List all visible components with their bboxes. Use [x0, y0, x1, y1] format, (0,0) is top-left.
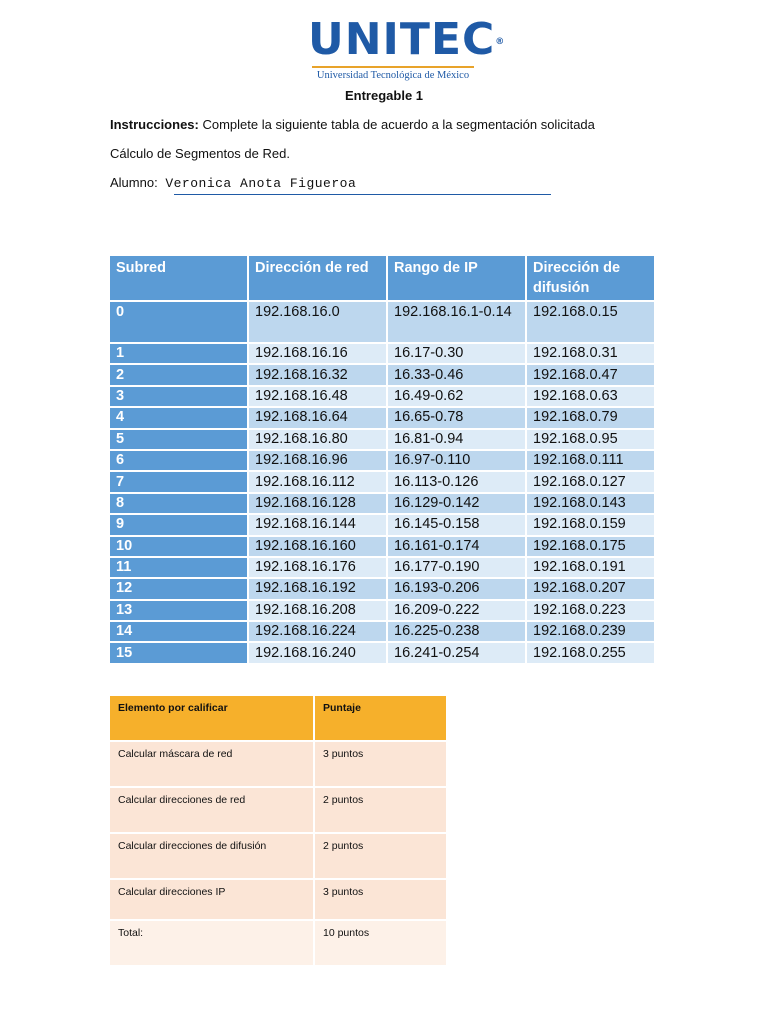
student-line [110, 175, 356, 191]
subnet-index: 5 [110, 430, 247, 449]
table-cell: 192.168.0.111 [527, 451, 654, 470]
table-cell: 192.168.16.176 [249, 558, 386, 577]
subnet-index: 6 [110, 451, 247, 470]
table-cell: 192.168.0.47 [527, 365, 654, 384]
subnet-index: 7 [110, 472, 247, 491]
subnet-index: 4 [110, 408, 247, 427]
table-row [110, 643, 654, 662]
table-cell: 192.168.0.255 [527, 643, 654, 662]
table-cell: 192.168.16.112 [249, 472, 386, 491]
table-cell: 192.168.16.80 [249, 430, 386, 449]
subnet-index: 11 [110, 558, 247, 577]
grading-table [110, 696, 448, 967]
table-row [110, 430, 654, 449]
table-cell: 192.168.0.127 [527, 472, 654, 491]
segment-table [108, 254, 656, 665]
table-cell: Calcular direcciones de red [110, 787, 314, 833]
table-cell: 192.168.16.192 [249, 579, 386, 598]
subnet-index: 12 [110, 579, 247, 598]
table-cell: 192.168.0.191 [527, 558, 654, 577]
table-cell: 16.225-0.238 [388, 622, 525, 641]
student-label: Alumno: [110, 175, 158, 190]
subnet-index: 9 [110, 515, 247, 534]
logo-subtitle: Universidad Tecnológica de México [316, 70, 470, 81]
table-row [110, 344, 654, 363]
segment-table-body [110, 302, 654, 663]
registered-mark: ® [495, 37, 506, 47]
table-cell: 192.168.0.159 [527, 515, 654, 534]
table-cell: Calcular direcciones de difusión [110, 833, 314, 879]
table-row [110, 408, 654, 427]
instructions-text: Complete la siguiente tabla de acuerdo a la segmentación solicitada [202, 117, 595, 132]
table-cell: 16.113-0.126 [388, 472, 525, 491]
table-cell: 16.97-0.110 [388, 451, 525, 470]
table-cell: 192.168.0.31 [527, 344, 654, 363]
table-cell: 192.168.0.223 [527, 601, 654, 620]
table-row [110, 579, 654, 598]
table-row [110, 365, 654, 384]
table-cell: 192.168.16.128 [249, 494, 386, 513]
table-row [110, 787, 447, 833]
section-subtitle: Cálculo de Segmentos de Red. [110, 146, 290, 161]
header-cell: Dirección de difusión [527, 256, 654, 300]
table-row [110, 833, 447, 879]
table-row [110, 879, 447, 920]
table-cell: 192.168.16.160 [249, 537, 386, 556]
table-cell: 16.65-0.78 [388, 408, 525, 427]
table-cell: 10 puntos [314, 920, 447, 966]
student-name: Veronica Anota Figueroa [165, 176, 357, 191]
table-cell: 16.33-0.46 [388, 365, 525, 384]
table-cell: 16.241-0.254 [388, 643, 525, 662]
table-cell: 16.145-0.158 [388, 515, 525, 534]
subnet-index: 13 [110, 601, 247, 620]
table-cell: 16.161-0.174 [388, 537, 525, 556]
table-cell: 192.168.16.16 [249, 344, 386, 363]
table-cell: Total: [110, 920, 314, 966]
header-cell: Elemento por calificar [110, 696, 314, 741]
table-cell: 192.168.16.208 [249, 601, 386, 620]
table-cell: 16.209-0.222 [388, 601, 525, 620]
table-cell: 3 puntos [314, 741, 447, 787]
subnet-index: 0 [110, 302, 247, 342]
table-cell: 3 puntos [314, 879, 447, 920]
table-cell: 192.168.0.175 [527, 537, 654, 556]
table-cell: 192.168.16.240 [249, 643, 386, 662]
header-cell: Puntaje [314, 696, 447, 741]
table-cell: 16.193-0.206 [388, 579, 525, 598]
table-cell: 192.168.16.48 [249, 387, 386, 406]
table-row [110, 920, 447, 966]
table-row [110, 537, 654, 556]
subnet-index: 14 [110, 622, 247, 641]
table-cell: 192.168.16.96 [249, 451, 386, 470]
table-cell: 16.17-0.30 [388, 344, 525, 363]
logo-name: UNITEC [308, 14, 496, 65]
logo-rule [312, 66, 474, 68]
table-cell: 2 puntos [314, 833, 447, 879]
table-cell: 192.168.16.32 [249, 365, 386, 384]
grading-table-body [110, 741, 447, 966]
document-title: Entregable 1 [344, 88, 424, 103]
instructions-line [110, 117, 595, 132]
table-row [110, 387, 654, 406]
subnet-index: 10 [110, 537, 247, 556]
table-cell: 16.49-0.62 [388, 387, 525, 406]
table-row [110, 494, 654, 513]
subnet-index: 2 [110, 365, 247, 384]
table-cell: 192.168.0.239 [527, 622, 654, 641]
table-cell: Calcular direcciones IP [110, 879, 314, 920]
subnet-index: 15 [110, 643, 247, 662]
table-cell: 2 puntos [314, 787, 447, 833]
table-cell: 192.168.16.64 [249, 408, 386, 427]
table-row [110, 451, 654, 470]
table-cell: 16.81-0.94 [388, 430, 525, 449]
subnet-index: 8 [110, 494, 247, 513]
table-cell: 192.168.0.79 [527, 408, 654, 427]
segment-table-header [110, 256, 654, 300]
table-row [110, 302, 654, 342]
table-cell: 192.168.0.207 [527, 579, 654, 598]
table-cell: 16.129-0.142 [388, 494, 525, 513]
table-row [110, 601, 654, 620]
header-cell: Rango de IP [388, 256, 525, 300]
unitec-logo [308, 14, 506, 82]
table-cell: 192.168.0.63 [527, 387, 654, 406]
table-row [110, 472, 654, 491]
table-cell: 192.168.0.15 [527, 302, 654, 342]
table-row [110, 622, 654, 641]
table-cell: 192.168.16.224 [249, 622, 386, 641]
header-cell: Dirección de red [249, 256, 386, 300]
table-cell: 192.168.0.143 [527, 494, 654, 513]
instructions-label: Instrucciones: [110, 117, 199, 132]
table-cell: 192.168.16.1-0.14 [388, 302, 525, 342]
table-cell: 192.168.16.0 [249, 302, 386, 342]
header-cell: Subred [110, 256, 247, 300]
subnet-index: 1 [110, 344, 247, 363]
table-cell: 192.168.16.144 [249, 515, 386, 534]
table-cell: Calcular máscara de red [110, 741, 314, 787]
table-row [110, 515, 654, 534]
student-name-underline [174, 194, 551, 195]
table-cell: 16.177-0.190 [388, 558, 525, 577]
table-cell: 192.168.0.95 [527, 430, 654, 449]
grading-table-header [110, 696, 447, 741]
subnet-index: 3 [110, 387, 247, 406]
table-row [110, 741, 447, 787]
table-row [110, 558, 654, 577]
